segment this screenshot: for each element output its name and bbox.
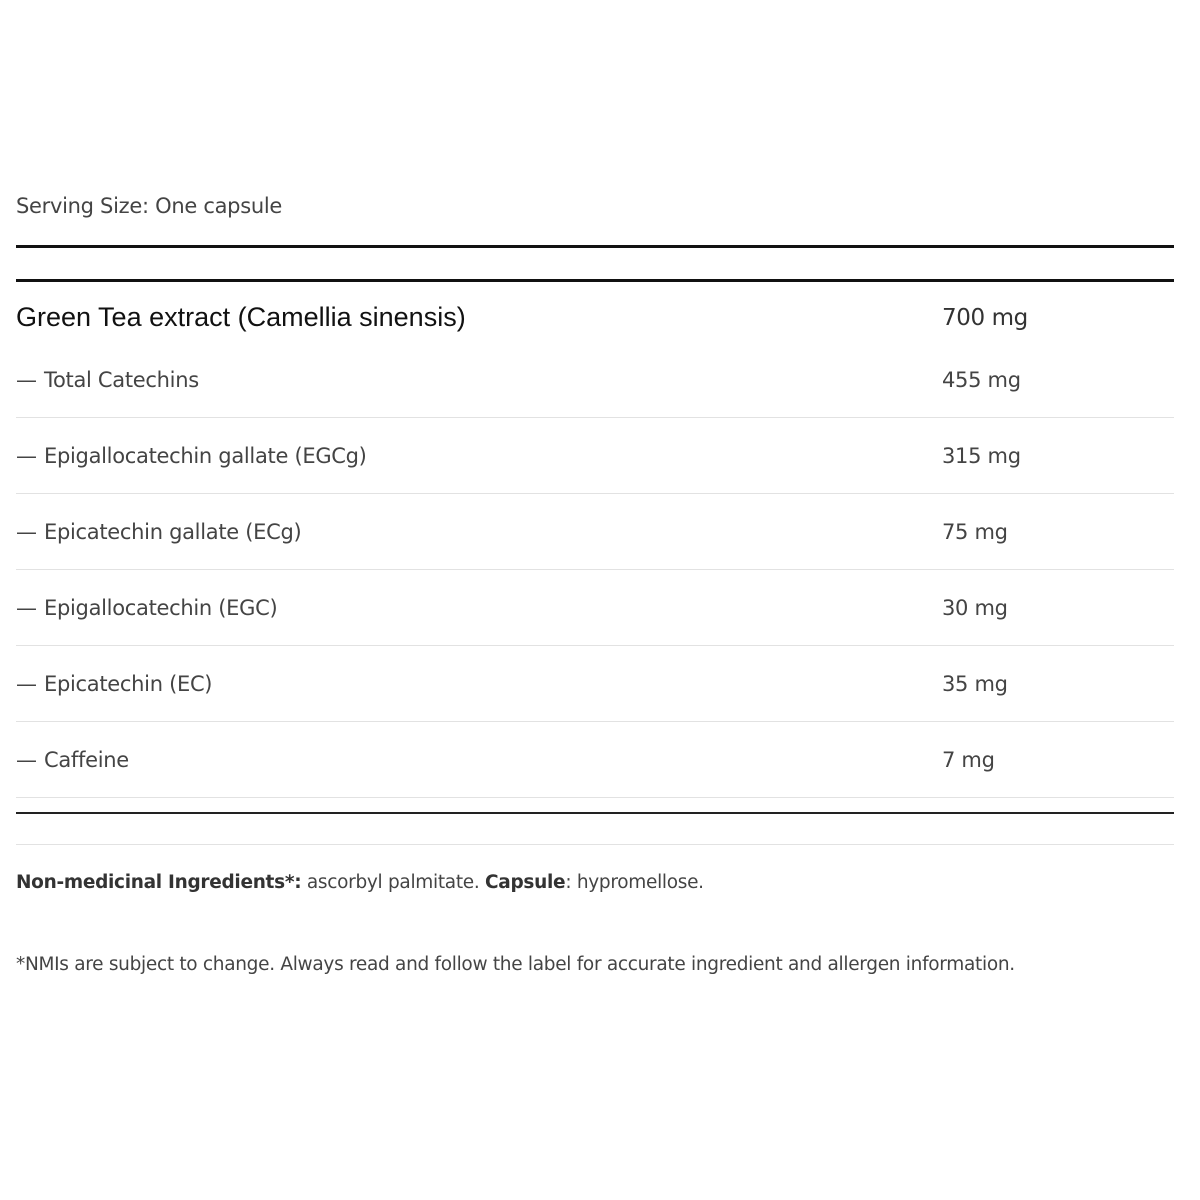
sub-ingredient-row bbox=[16, 596, 1174, 672]
non-medicinal-text: ascorbyl palmitate. bbox=[301, 872, 486, 893]
table-bottom-divider bbox=[16, 812, 1174, 814]
sub-ingredient-row bbox=[16, 520, 1174, 596]
sub-ingredient-name: Epicatechin gallate (ECg) bbox=[44, 520, 302, 544]
sub-ingredient-name: Total Catechins bbox=[44, 368, 199, 392]
dash-icon: — bbox=[16, 596, 37, 620]
sub-ingredient-name: Caffeine bbox=[44, 748, 129, 772]
row-divider bbox=[16, 417, 1174, 418]
sub-ingredient-name: Epigallocatechin (EGC) bbox=[44, 596, 278, 620]
sub-ingredient-row bbox=[16, 444, 1174, 520]
sub-ingredient-amount: 75 mg bbox=[942, 520, 1008, 544]
row-divider bbox=[16, 721, 1174, 722]
row-divider bbox=[16, 645, 1174, 646]
row-divider bbox=[16, 493, 1174, 494]
thick-divider-top bbox=[16, 245, 1174, 248]
sub-ingredient-amount: 30 mg bbox=[942, 596, 1008, 620]
non-medicinal-label: Non-medicinal Ingredients*: bbox=[16, 872, 302, 893]
main-ingredient-amount: 700 mg bbox=[942, 305, 1028, 331]
thick-divider-second bbox=[16, 279, 1174, 282]
sub-ingredient-name: Epigallocatechin gallate (EGCg) bbox=[44, 444, 367, 468]
sub-ingredient-name: Epicatechin (EC) bbox=[44, 672, 213, 696]
non-medicinal-ingredients bbox=[16, 872, 704, 893]
main-ingredient-row bbox=[16, 300, 1174, 340]
sub-ingredient-amount: 7 mg bbox=[942, 748, 995, 772]
serving-size: Serving Size: One capsule bbox=[16, 194, 283, 218]
row-divider bbox=[16, 797, 1174, 798]
capsule-label: Capsule bbox=[485, 872, 566, 893]
nmi-disclaimer: *NMIs are subject to change. Always read and follow the label for accurate ingredient and allergen information. bbox=[16, 954, 1015, 975]
capsule-text: : hypromellose. bbox=[565, 872, 704, 893]
sub-ingredient-row bbox=[16, 672, 1174, 748]
section-divider bbox=[16, 844, 1174, 845]
row-divider bbox=[16, 569, 1174, 570]
dash-icon: — bbox=[16, 672, 37, 696]
sub-ingredient-row bbox=[16, 368, 1174, 444]
dash-icon: — bbox=[16, 444, 37, 468]
sub-ingredient-amount: 315 mg bbox=[942, 444, 1021, 468]
sub-ingredient-amount: 455 mg bbox=[942, 368, 1021, 392]
dash-icon: — bbox=[16, 368, 37, 392]
sub-ingredient-amount: 35 mg bbox=[942, 672, 1008, 696]
dash-icon: — bbox=[16, 520, 37, 544]
dash-icon: — bbox=[16, 748, 37, 772]
main-ingredient-name: Green Tea extract (Camellia sinensis) bbox=[16, 302, 466, 332]
